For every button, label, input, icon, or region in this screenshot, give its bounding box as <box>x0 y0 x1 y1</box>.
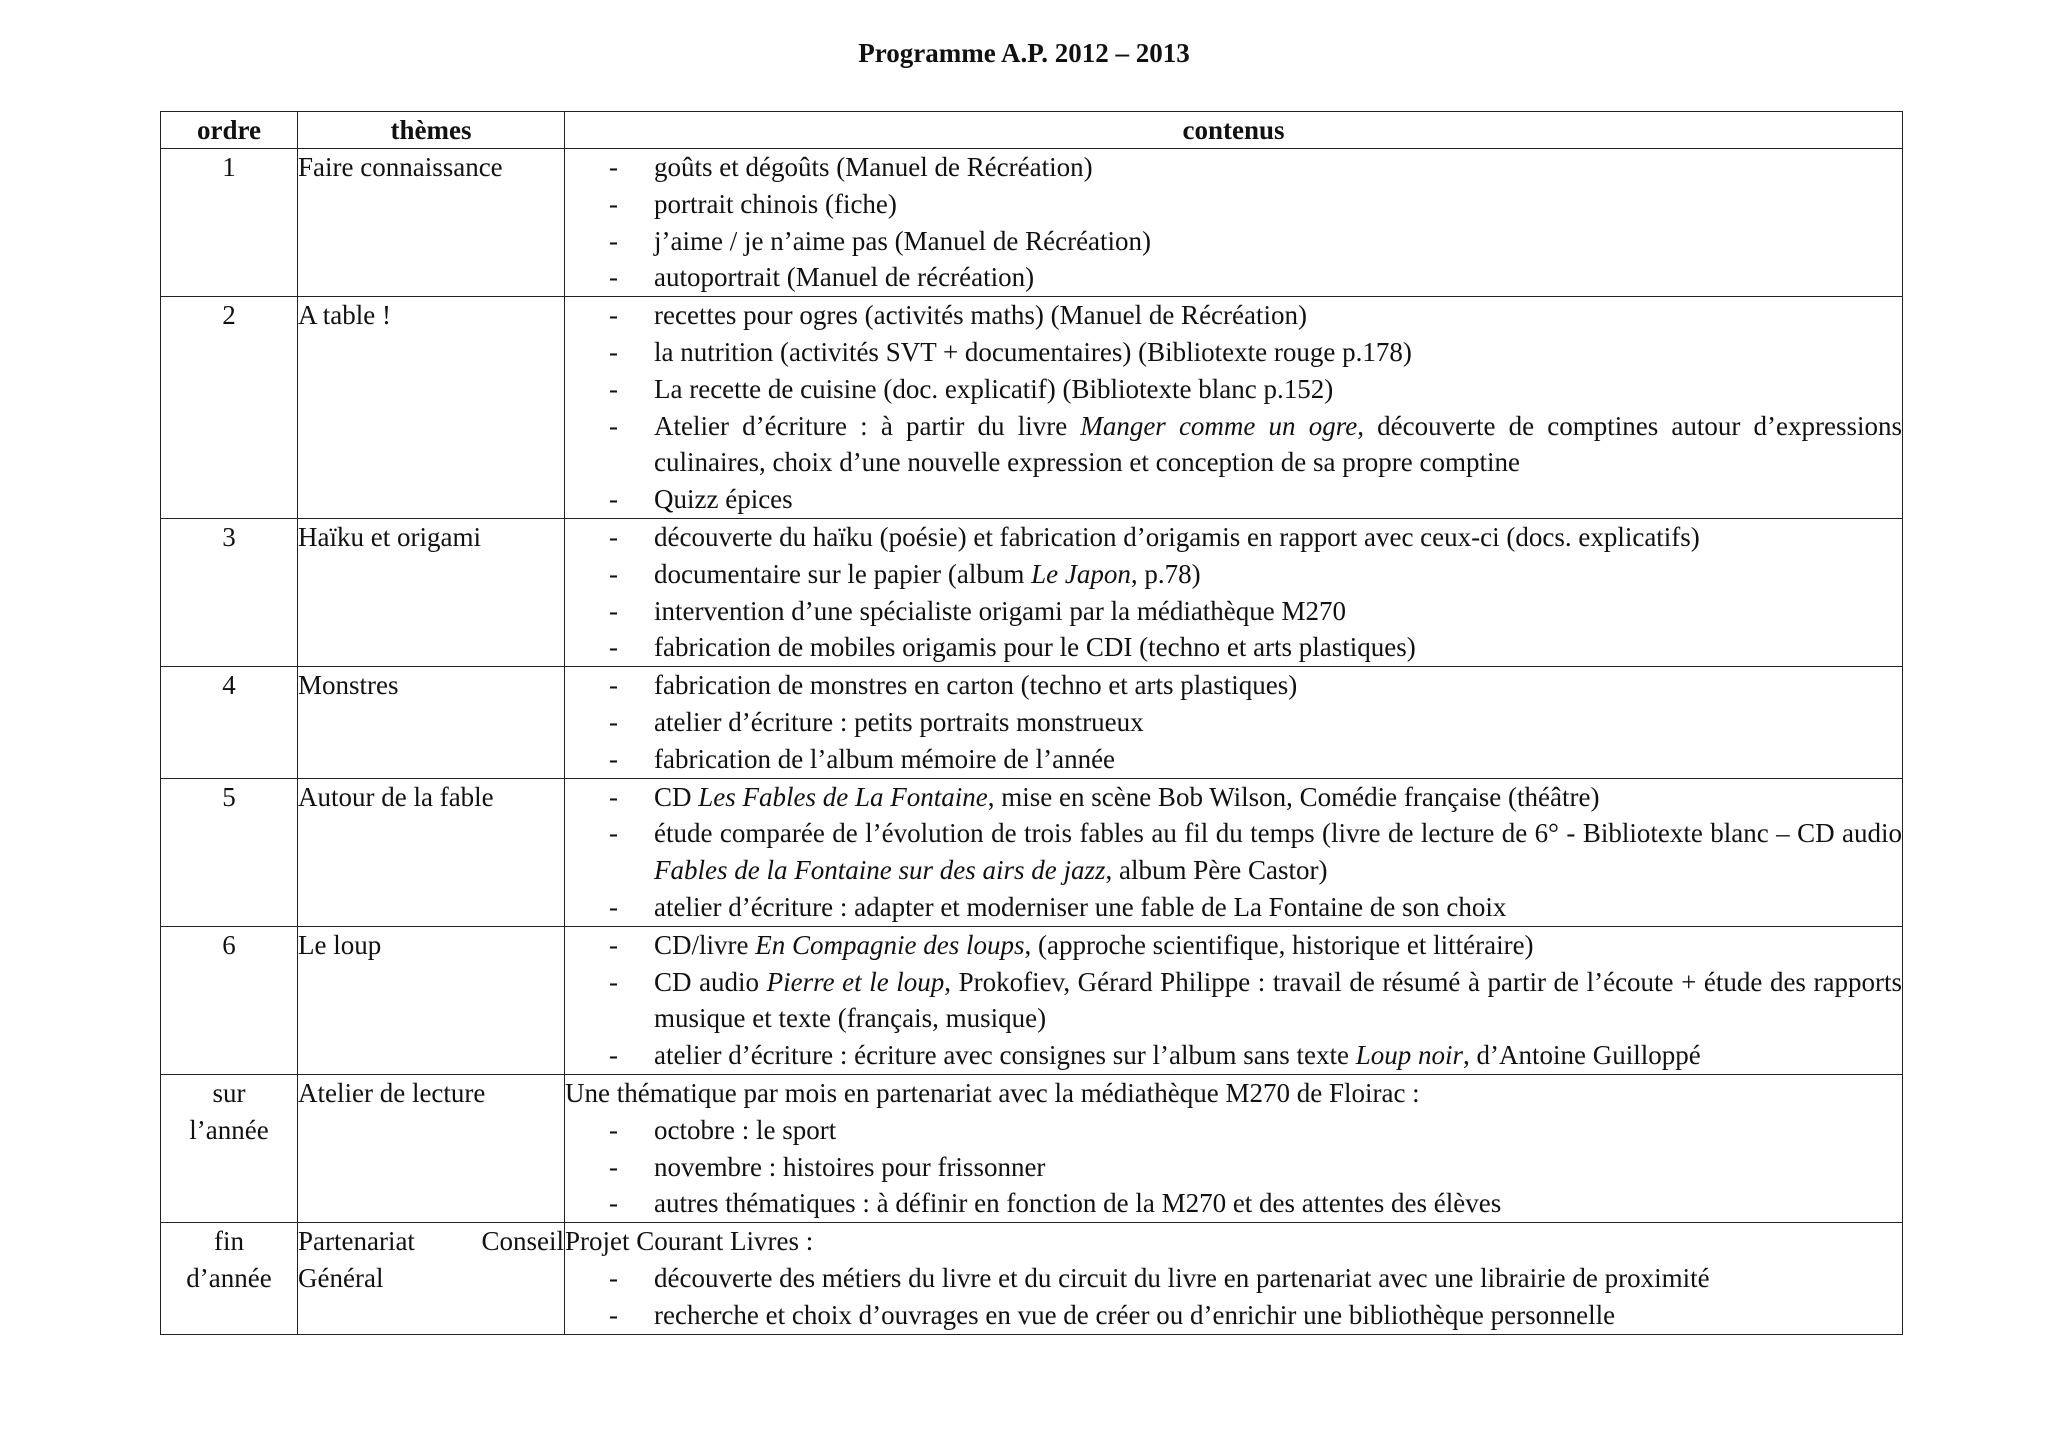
row-theme: Le loup <box>298 926 565 1074</box>
list-item: - fabrication de monstres en carton (techno et arts plastiques) <box>565 667 1902 704</box>
item-text: , Prokofiev, Gérard Philippe : travail de résumé à partir de l’écoute + étude des rapports musique et texte (français, musique) <box>654 966 1902 1034</box>
item-title-italic: Les Fables de La Fontaine <box>698 781 988 812</box>
ordre-line: l’année <box>189 1114 269 1145</box>
table-row <box>161 297 1903 519</box>
table-row <box>161 778 1903 926</box>
contenus-list <box>565 519 1902 666</box>
row-ordre <box>161 926 298 1074</box>
contenus-list <box>565 149 1902 296</box>
table-header-row <box>161 112 1903 149</box>
item-title-italic: Fables de la Fontaine sur des airs de jazz <box>654 855 1106 886</box>
item-text: , mise en scène Bob Wilson, Comédie française (théâtre) <box>987 781 1600 812</box>
table-row <box>161 518 1903 666</box>
list-item: - intervention d’une spécialiste origami par la médiathèque M270 <box>565 593 1902 630</box>
contenus-list <box>565 1112 1902 1222</box>
item-text: CD <box>654 781 699 812</box>
contenus-list <box>565 779 1902 926</box>
list-item: - La recette de cuisine (doc. explicatif) (Bibliotexte blanc p.152) <box>565 371 1902 408</box>
row-theme: Autour de la fable <box>298 778 565 926</box>
row-theme: Faire connaissance <box>298 149 565 297</box>
table-body <box>161 149 1903 1335</box>
ordre-line: 1 <box>222 152 236 182</box>
item-text: CD audio <box>654 966 767 997</box>
list-item: - novembre : histoires pour frissonner <box>565 1149 1902 1186</box>
page-title: Programme A.P. 2012 – 2013 <box>858 38 1190 68</box>
list-item: - fabrication de mobiles origamis pour le CDI (techno et arts plastiques) <box>565 629 1902 666</box>
row-ordre <box>161 778 298 926</box>
row-ordre <box>161 1074 298 1222</box>
list-item: - atelier d’écriture : adapter et moderniser une fable de La Fontaine de son choix <box>565 889 1902 926</box>
item-text: CD/livre <box>654 929 756 960</box>
list-item <box>565 779 1902 816</box>
list-item: - recherche et choix d’ouvrages en vue de créer ou d’enrichir une bibliothèque personnelle <box>565 1297 1902 1334</box>
row-contenus <box>565 778 1903 926</box>
header-contenus: contenus <box>565 112 1903 149</box>
list-item: - j’aime / je n’aime pas (Manuel de Récréation) <box>565 223 1902 260</box>
list-item: - octobre : le sport <box>565 1112 1902 1149</box>
row-ordre <box>161 518 298 666</box>
item-text: , d’Antoine Guilloppé <box>1462 1040 1701 1071</box>
list-item: - goûts et dégoûts (Manuel de Récréation) <box>565 149 1902 186</box>
ordre-line: 3 <box>222 521 236 552</box>
list-item: - découverte du haïku (poésie) et fabrication d’origamis en rapport avec ceux-ci (docs. explicatifs) <box>565 519 1902 556</box>
row-contenus <box>565 1223 1903 1334</box>
row-theme <box>298 1223 565 1334</box>
item-title-italic: Manger comme un ogre <box>1080 410 1358 441</box>
list-item: - autoportrait (Manuel de récréation) <box>565 259 1902 296</box>
item-text: documentaire sur le papier (album <box>654 558 1032 589</box>
list-item <box>565 556 1902 593</box>
row-contenus <box>565 297 1903 519</box>
row-contenus <box>565 518 1903 666</box>
item-title-italic: En Compagnie des loups <box>755 929 1025 960</box>
table-row <box>161 149 1903 297</box>
row-ordre <box>161 1223 298 1334</box>
list-item: - découverte des métiers du livre et du circuit du livre en partenariat avec une librairie de proximité <box>565 1260 1902 1297</box>
header-themes: thèmes <box>298 112 565 149</box>
list-item: - recettes pour ogres (activités maths) (Manuel de Récréation) <box>565 297 1902 334</box>
list-item: - atelier d’écriture : petits portraits monstrueux <box>565 704 1902 741</box>
program-table <box>160 111 1903 1335</box>
row-contenus <box>565 667 1903 778</box>
list-item <box>565 408 1902 482</box>
table-row <box>161 1074 1903 1222</box>
contenus-intro: Projet Courant Livres : <box>565 1226 814 1257</box>
list-item <box>565 964 1902 1038</box>
item-text: , découverte de comptines autour d’expressions culinaires, choix d’une nouvelle expression et conception de sa propre comptine <box>654 410 1903 478</box>
row-ordre <box>161 149 298 297</box>
row-contenus <box>565 926 1903 1074</box>
list-item <box>565 1037 1902 1074</box>
row-contenus <box>565 1074 1903 1222</box>
item-text: Atelier d’écriture : à partir du livre <box>654 410 1081 441</box>
item-title-italic: Loup noir <box>1355 1040 1463 1071</box>
ordre-line: 2 <box>222 300 236 331</box>
row-contenus <box>565 149 1903 297</box>
ordre-line: fin <box>214 1226 244 1257</box>
header-ordre: ordre <box>161 112 298 149</box>
list-item: - portrait chinois (fiche) <box>565 186 1902 223</box>
contenus-list <box>565 297 1902 518</box>
theme-word: Conseil <box>481 1226 564 1257</box>
list-item: - Quizz épices <box>565 481 1902 518</box>
item-text: , album Père Castor) <box>1105 855 1328 886</box>
row-theme: A table ! <box>298 297 565 519</box>
ordre-line: 5 <box>222 781 236 812</box>
row-ordre <box>161 667 298 778</box>
ordre-line: 6 <box>222 929 236 960</box>
ordre-line: d’année <box>186 1262 272 1293</box>
item-text: atelier d’écriture : écriture avec consignes sur l’album sans texte <box>654 1040 1356 1071</box>
ordre-line: sur <box>212 1077 246 1108</box>
list-item <box>565 815 1902 889</box>
row-theme: Haïku et origami <box>298 518 565 666</box>
table-row <box>161 1223 1903 1334</box>
table-row <box>161 667 1903 778</box>
theme-word: Partenariat <box>298 1226 415 1257</box>
item-title-italic: Le Japon <box>1031 558 1131 589</box>
item-text: , (approche scientifique, historique et littéraire) <box>1024 929 1534 960</box>
list-item: - la nutrition (activités SVT + documentaires) (Bibliotexte rouge p.178) <box>565 334 1902 371</box>
contenus-list <box>565 667 1902 777</box>
item-title-italic: Pierre et le loup <box>766 966 945 997</box>
list-item: - autres thématiques : à définir en fonction de la M270 et des attentes des élèves <box>565 1185 1902 1222</box>
contenus-list <box>565 1260 1902 1334</box>
row-ordre <box>161 297 298 519</box>
contenus-intro: Une thématique par mois en partenariat avec la médiathèque M270 de Floirac : <box>565 1077 1420 1108</box>
ordre-line: 4 <box>222 670 236 701</box>
item-text: étude comparée de l’évolution de trois fables au fil du temps (livre de lecture de 6° - Bibliotexte blanc – CD audio <box>654 818 1902 849</box>
contenus-list <box>565 927 1902 1074</box>
item-text: , p.78) <box>1130 558 1201 589</box>
list-item: - fabrication de l’album mémoire de l’année <box>565 741 1902 778</box>
row-theme: Monstres <box>298 667 565 778</box>
table-row <box>161 926 1903 1074</box>
row-theme: Atelier de lecture <box>298 1074 565 1222</box>
theme-line <box>298 1223 564 1260</box>
theme-word: Général <box>298 1262 384 1293</box>
list-item <box>565 927 1902 964</box>
